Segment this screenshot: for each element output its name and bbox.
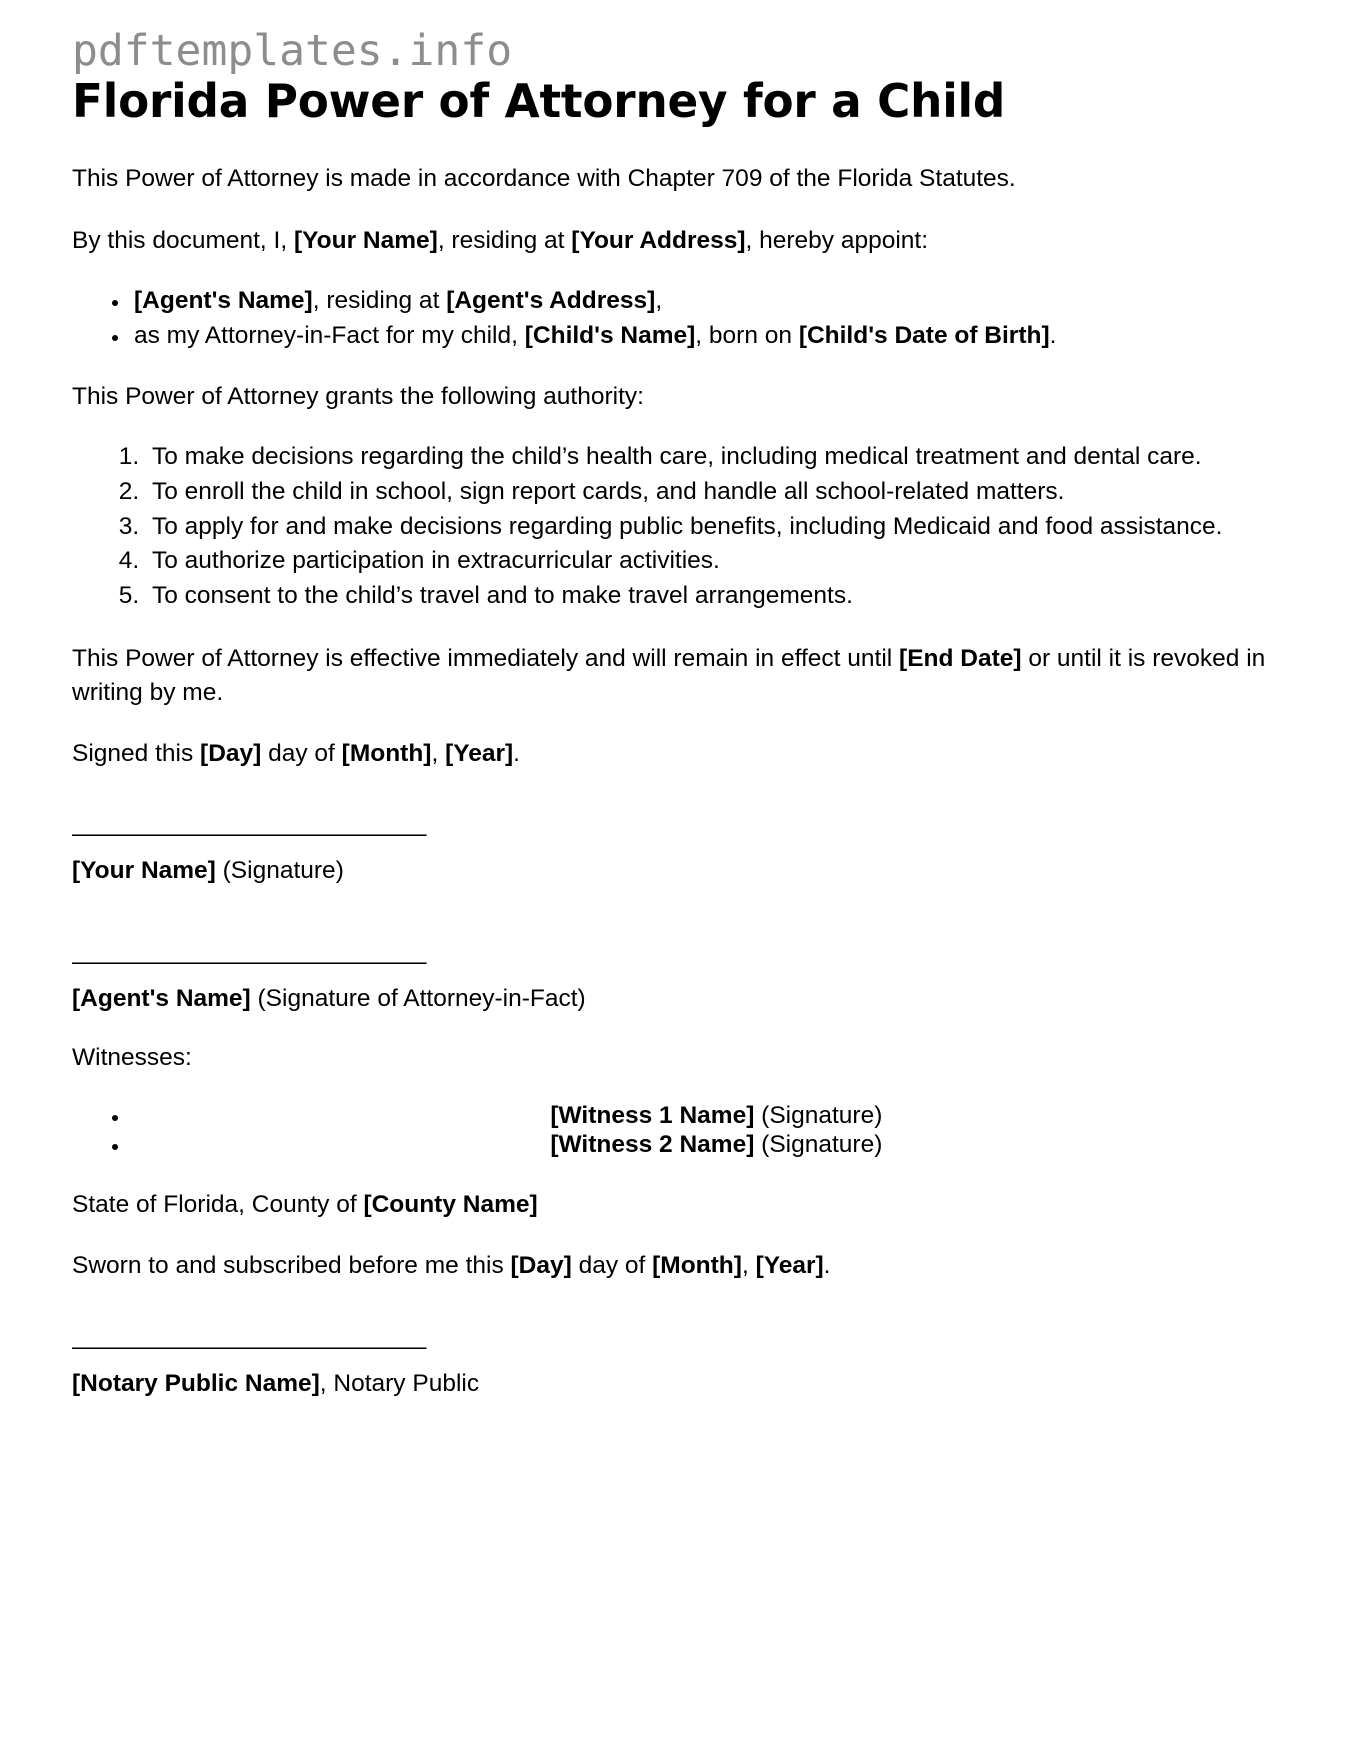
agent-signature-name: [Agent's Name] bbox=[72, 984, 251, 1012]
appoint-prefix-text: By this document, I, bbox=[72, 226, 294, 254]
signed-date-paragraph bbox=[72, 737, 1285, 770]
signed-year-placeholder: [Year] bbox=[445, 739, 514, 767]
principal-signature-label bbox=[72, 854, 1285, 887]
agent-address-placeholder: [Agent's Address] bbox=[446, 286, 656, 314]
principal-name-placeholder: [Your Name] bbox=[293, 226, 438, 254]
list-item bbox=[130, 285, 1285, 318]
agent-signature-line: __________________________ bbox=[72, 939, 427, 965]
witness-list bbox=[72, 1102, 1285, 1160]
witnesses-heading: Witnesses: bbox=[72, 1043, 192, 1071]
document-body bbox=[72, 26, 1285, 1426]
spacer bbox=[72, 914, 1285, 940]
notary-signature-line: __________________________ bbox=[72, 1324, 427, 1350]
appoint-residing-text: , residing at bbox=[437, 226, 572, 254]
list-item: 2. To enroll the child in school, sign report cards, and handle all school-related matters. bbox=[146, 476, 1285, 509]
signed-comma-text: , bbox=[431, 739, 446, 767]
principal-signature-name: [Your Name] bbox=[72, 857, 216, 885]
child-line-tail: . bbox=[1049, 321, 1057, 349]
notary-signature-label bbox=[72, 1367, 1285, 1400]
list-item: 1. To make decisions regarding the child’s health care, including medical treatment and dental care. bbox=[146, 441, 1285, 474]
principal-signature-caption: (Signature) bbox=[215, 857, 344, 885]
child-lead-text: as my Attorney-in-Fact for my child, bbox=[134, 321, 525, 349]
witness-2-caption: (Signature) bbox=[754, 1131, 883, 1159]
notary-state-county bbox=[72, 1188, 1285, 1221]
signed-month-placeholder: [Month] bbox=[341, 739, 432, 767]
sworn-comma-text: , bbox=[741, 1252, 756, 1280]
agent-residing-text: , residing at bbox=[312, 286, 447, 314]
agent-line-tail: , bbox=[655, 286, 663, 314]
signed-prefix-text: Signed this bbox=[72, 739, 201, 767]
end-date-placeholder: [End Date] bbox=[899, 645, 1022, 673]
spacer bbox=[72, 798, 1285, 812]
witness-2-signature-line bbox=[134, 1131, 544, 1158]
witness-1-signature-line bbox=[134, 1102, 544, 1129]
notary-state-text: State of Florida, County of bbox=[72, 1191, 364, 1219]
witness-1-name-placeholder: [Witness 1 Name] bbox=[550, 1102, 755, 1130]
county-name-placeholder: [County Name] bbox=[363, 1191, 538, 1219]
child-name-placeholder: [Child's Name] bbox=[524, 321, 696, 349]
effective-paragraph bbox=[72, 642, 1285, 709]
notary-sworn-paragraph bbox=[72, 1249, 1285, 1282]
page-title: Florida Power of Attorney for a Child bbox=[72, 74, 1006, 128]
effective-prefix-text: This Power of Attorney is effective immediately and will remain in effect until bbox=[72, 645, 900, 673]
agent-signature-label bbox=[72, 982, 1285, 1015]
list-item bbox=[130, 1131, 1285, 1160]
notary-title-text: , Notary Public bbox=[319, 1369, 480, 1397]
authority-heading: This Power of Attorney grants the following authority: bbox=[72, 383, 644, 411]
agent-name-placeholder: [Agent's Name] bbox=[134, 286, 313, 314]
agent-signature-caption: (Signature of Attorney-in-Fact) bbox=[250, 984, 586, 1012]
child-born-text: , born on bbox=[695, 321, 799, 349]
notary-day-placeholder: [Day] bbox=[510, 1252, 572, 1280]
principal-signature-line: __________________________ bbox=[72, 812, 427, 838]
appointee-list bbox=[72, 285, 1285, 352]
notary-name-placeholder: [Notary Public Name] bbox=[72, 1369, 320, 1397]
list-item bbox=[130, 1102, 1285, 1131]
statute-paragraph: This Power of Attorney is made in accordance with Chapter 709 of the Florida Statutes. bbox=[72, 165, 1016, 193]
list-item: 5. To consent to the child’s travel and to make travel arrangements. bbox=[146, 580, 1285, 613]
authority-list bbox=[72, 441, 1285, 612]
list-item bbox=[130, 320, 1285, 353]
spacer bbox=[72, 1311, 1285, 1325]
witness-1-caption: (Signature) bbox=[754, 1102, 883, 1130]
signed-dayof-text: day of bbox=[261, 739, 342, 767]
sworn-period-text: . bbox=[823, 1252, 831, 1280]
signed-period-text: . bbox=[513, 739, 520, 767]
list-item: 3. To apply for and make decisions regarding public benefits, including Medicaid and food assistance. bbox=[146, 511, 1285, 544]
notary-month-placeholder: [Month] bbox=[652, 1252, 742, 1280]
sworn-prefix-text: Sworn to and subscribed before me this bbox=[72, 1252, 511, 1280]
site-watermark: pdftemplates.info bbox=[72, 26, 513, 76]
signed-day-placeholder: [Day] bbox=[200, 739, 262, 767]
sworn-dayof-text: day of bbox=[571, 1252, 653, 1280]
child-dob-placeholder: [Child's Date of Birth] bbox=[798, 321, 1050, 349]
notary-year-placeholder: [Year] bbox=[755, 1252, 824, 1280]
appoint-suffix-text: , hereby appoint: bbox=[745, 226, 929, 254]
witness-2-name-placeholder: [Witness 2 Name] bbox=[550, 1131, 755, 1159]
list-item: 4. To authorize participation in extracurricular activities. bbox=[146, 545, 1285, 578]
effective-suffix-text: or until it is revoked in writing by me. bbox=[72, 645, 1266, 706]
principal-address-placeholder: [Your Address] bbox=[571, 226, 746, 254]
appointment-paragraph bbox=[72, 224, 1285, 257]
